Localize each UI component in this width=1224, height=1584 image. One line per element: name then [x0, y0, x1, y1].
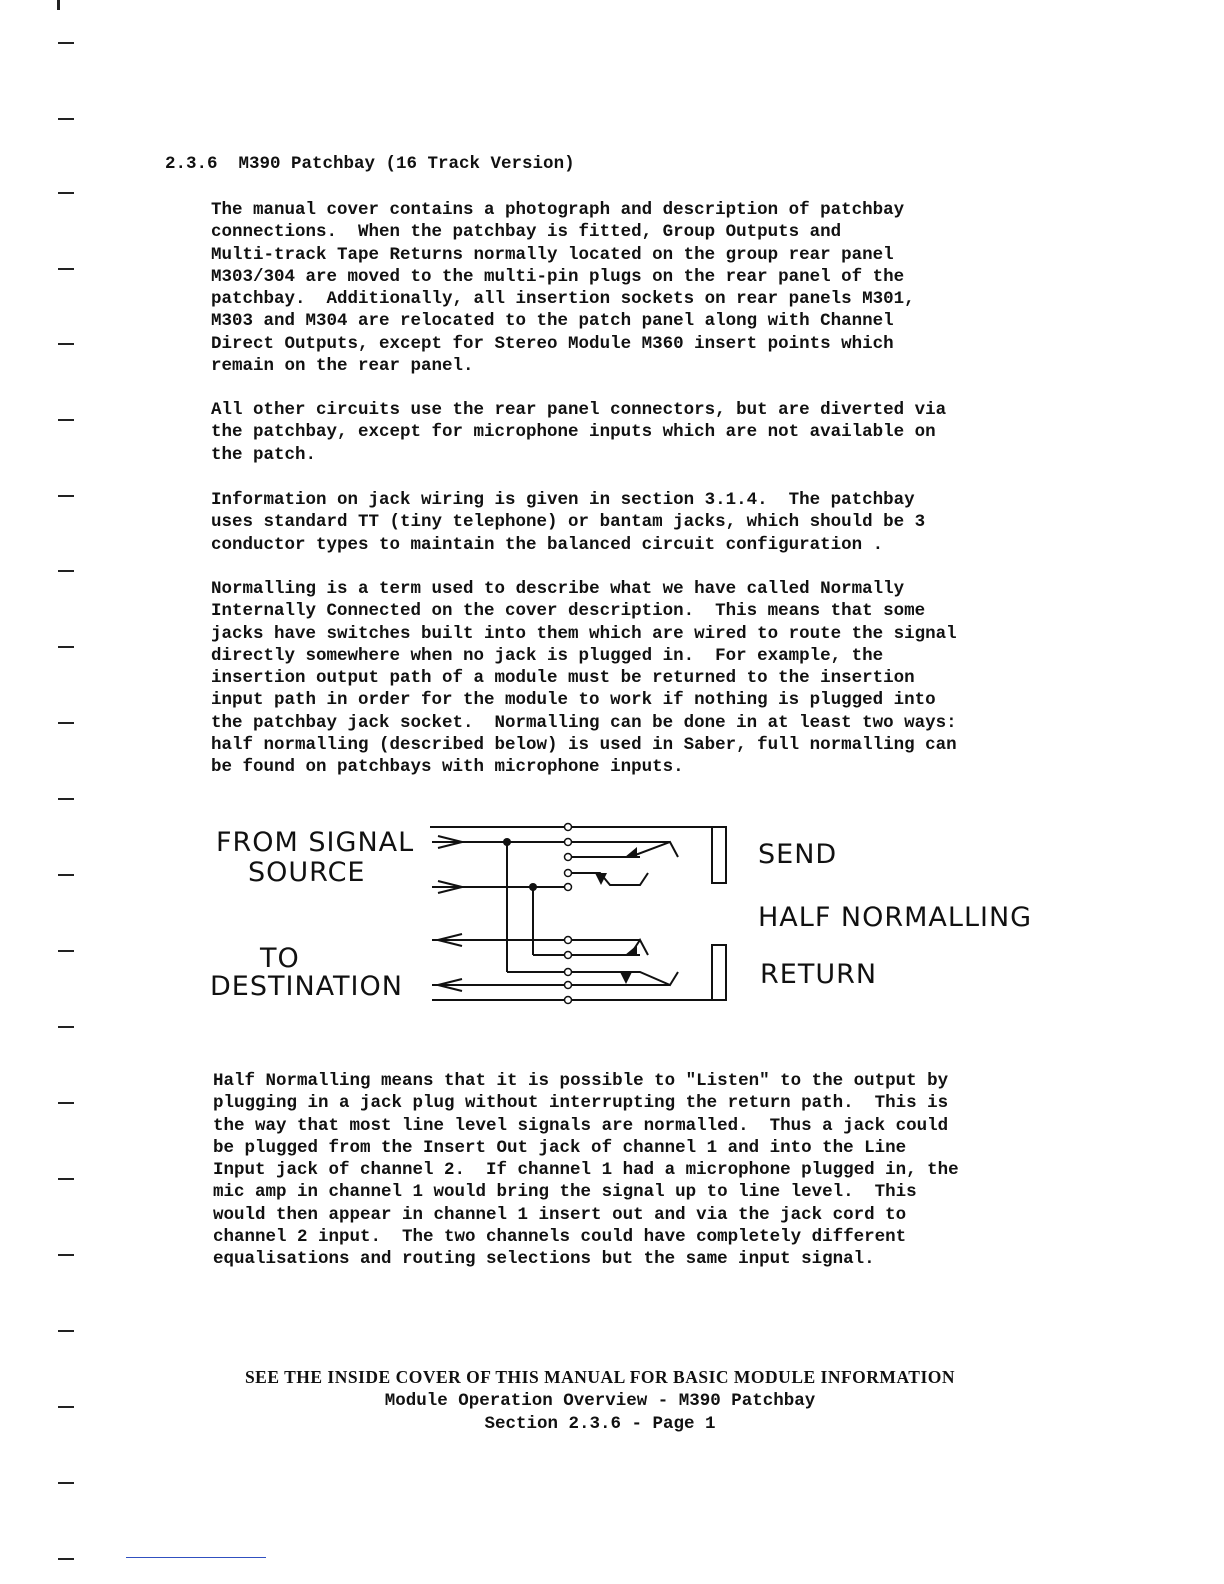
footer — [160, 1366, 1040, 1435]
text-line: the patchbay, except for microphone inputs which are not available on — [211, 422, 936, 443]
text-line: channel 2 input. The two channels could have completely different — [213, 1227, 907, 1248]
text-line: the patchbay jack socket. Normalling can be done in at least two ways: — [211, 712, 957, 733]
text-line: conductor types to maintain the balanced circuit configuration . — [211, 534, 884, 555]
term-normalling: Normalling — [211, 579, 317, 599]
scan-underline — [126, 1557, 266, 1558]
margin-tick — [58, 495, 74, 497]
margin-tick — [58, 1178, 74, 1180]
margin-tick — [58, 1406, 74, 1408]
text-line: half normalling (described below) is used in Saber, full normalling can — [211, 735, 957, 756]
footer-title: Module Operation Overview - M390 Patchbay — [384, 1391, 816, 1412]
margin-tick — [58, 950, 74, 952]
text-line: connections. When the patchbay is fitted, Group Outputs and — [211, 222, 842, 243]
margin-tick — [58, 798, 74, 800]
text-line: remain on the rear panel. — [211, 356, 474, 377]
margin-tick — [58, 1102, 74, 1104]
text-line: M303/304 are moved to the multi-pin plugs on the rear panel of the — [211, 266, 905, 287]
section-heading: 2.3.6 M390 Patchbay (16 Track Version) — [165, 154, 575, 174]
paragraph-other-circuits — [211, 399, 1041, 466]
margin-tick — [58, 118, 74, 120]
text-line: be found on patchbays with microphone inputs. — [211, 757, 684, 778]
footer-page-number: Section 2.3.6 - Page 1 — [484, 1413, 716, 1434]
text-line: means that it is possible to "Listen" to the output by — [370, 1071, 949, 1091]
label-from-signal: FROM SIGNAL — [216, 827, 415, 858]
margin-tick — [58, 419, 74, 421]
text-line: plugging in a jack plug without interrupting the return path. This is — [213, 1093, 949, 1114]
margin-tick — [58, 1254, 74, 1256]
paragraph-half-normalling — [213, 1070, 1043, 1271]
text-line: The manual cover contains a photograph and description of patchbay — [211, 200, 905, 220]
label-send: SEND — [758, 839, 838, 870]
paragraph-normalling — [211, 578, 1041, 779]
text-line: mic amp in channel 1 would bring the signal up to line level. This — [213, 1182, 917, 1203]
margin-tick — [58, 646, 74, 648]
margin-tick — [58, 192, 74, 194]
label-return: RETURN — [760, 959, 878, 990]
text-line: the way that most line level signals are normalled. Thus a jack could — [213, 1115, 949, 1136]
margin-tick — [58, 1482, 74, 1484]
margin-tick — [58, 42, 74, 44]
text-line: M303 and M304 are relocated to the patch panel along with Channel — [211, 311, 894, 332]
margin-tick — [58, 1558, 74, 1560]
text-line: be plugged from the Insert Out jack of channel 1 and into the Line — [213, 1137, 907, 1158]
half-normalling-diagram — [200, 815, 1040, 1015]
text-line: the patch. — [211, 444, 317, 465]
text-line: Input jack of channel 2. If channel 1 had a microphone plugged in, the — [213, 1160, 959, 1181]
term-half-normalling: Half Normalling — [213, 1071, 371, 1091]
text-line: would then appear in channel 1 insert out and via the jack cord to — [213, 1204, 907, 1225]
margin-tick — [58, 1026, 74, 1028]
text-line: input path in order for the module to work if nothing is plugged into — [211, 690, 936, 711]
text-line: directly somewhere when no jack is plugged in. For example, the — [211, 645, 884, 666]
text-line: jacks have switches built into them which are wired to route the signal — [211, 623, 957, 644]
footer-notice: SEE THE INSIDE COVER OF THIS MANUAL FOR BASIC MODULE INFORMATION — [244, 1367, 956, 1387]
text-line: uses standard TT (tiny telephone) or bantam jacks, which should be 3 — [211, 512, 926, 533]
label-to: TO — [260, 943, 300, 974]
paragraph-jack-wiring — [211, 489, 1041, 556]
margin-tick — [58, 268, 74, 270]
text-line: All other circuits use the rear panel connectors, but are diverted via — [211, 400, 947, 420]
paragraph-intro — [211, 199, 1041, 377]
margin-tick — [58, 343, 74, 345]
label-source: SOURCE — [248, 857, 366, 888]
text-line: Information on jack wiring is given in section 3.1.4. The patchbay — [211, 490, 915, 510]
text-line: Internally Connected on the cover description. This means that some — [211, 601, 926, 622]
scan-corner-mark — [57, 0, 60, 10]
text-line: equalisations and routing selections but the same input signal. — [213, 1249, 875, 1270]
margin-tick — [58, 1330, 74, 1332]
label-half-normalling: HALF NORMALLING — [758, 902, 1033, 933]
text-line: Multi-track Tape Returns normally located on the group rear panel — [211, 244, 894, 265]
margin-tick — [58, 722, 74, 724]
margin-tick — [58, 874, 74, 876]
text-line: insertion output path of a module must be returned to the insertion — [211, 668, 915, 689]
margin-tick — [58, 570, 74, 572]
text-line: is a term used to describe what we have called Normally — [316, 579, 905, 599]
text-line: Direct Outputs, except for Stereo Module M360 insert points which — [211, 333, 894, 354]
label-destination: DESTINATION — [210, 971, 403, 1002]
text-line: patchbay. Additionally, all insertion sockets on rear panels M301, — [211, 289, 915, 310]
